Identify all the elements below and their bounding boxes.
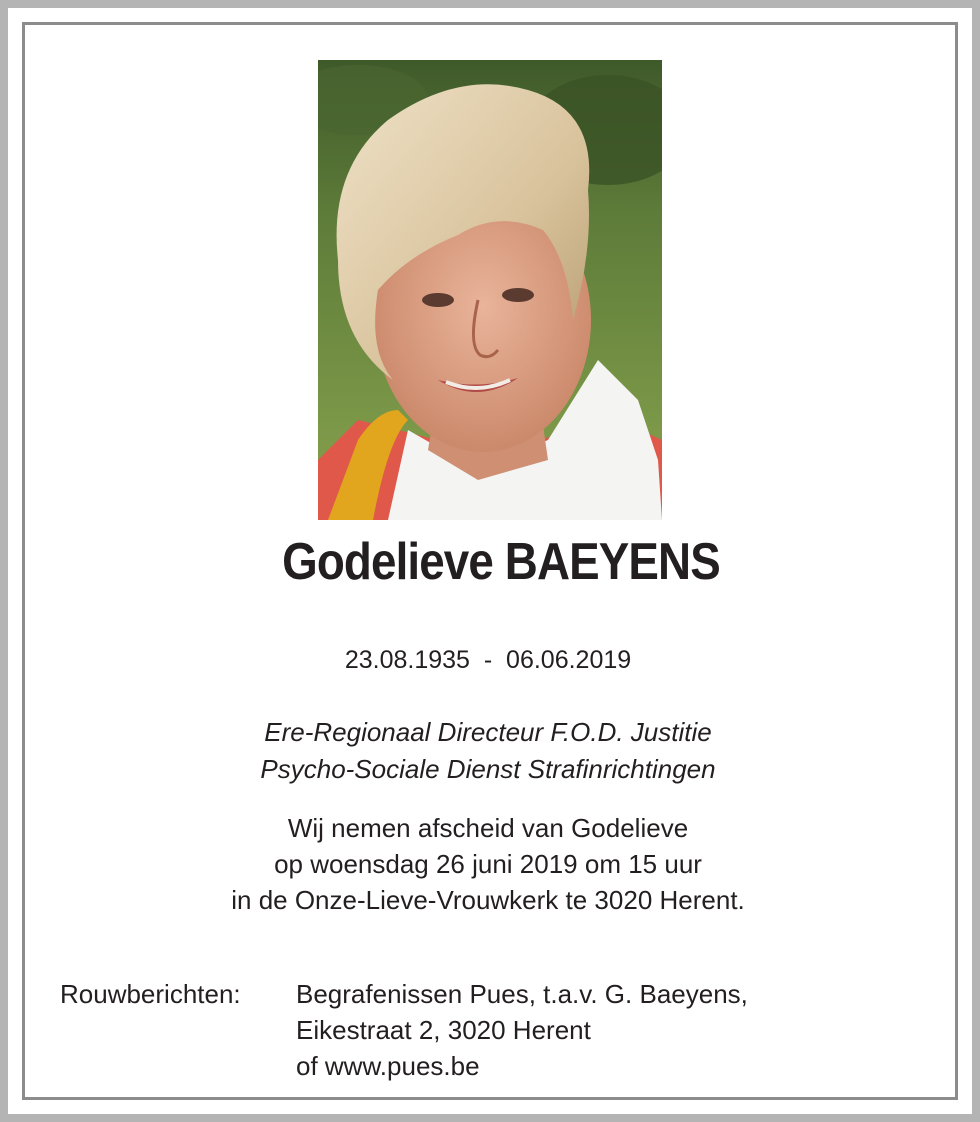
portrait-photo [318, 60, 662, 520]
address-line: Eikestraat 2, 3020 Herent [296, 1015, 591, 1045]
farewell-line: Wij nemen afscheid van Godelieve [287, 813, 689, 843]
farewell-line: in de Onze-Lieve-Vrouwkerk te 3020 Herent. [231, 885, 745, 915]
title-line: Psycho-Sociale Dienst Strafinrichtingen [260, 754, 716, 784]
life-dates: 23.08.1935 - 06.06.2019 [344, 646, 632, 674]
farewell-line: op woensdag 26 juni 2019 om 15 uur [274, 849, 702, 879]
address-line: Begrafenissen Pues, t.a.v. G. Baeyens, [296, 979, 748, 1009]
title-line: Ere-Regionaal Directeur F.O.D. Justitie [264, 717, 712, 747]
farewell-announcement [0, 810, 976, 918]
professional-titles [0, 714, 976, 788]
condolences-label: Rouwberichten: [60, 979, 241, 1009]
deceased-name: Godelieve BAEYENS [282, 533, 720, 591]
condolences-address [296, 976, 748, 1084]
website-link[interactable]: of www.pues.be [296, 1051, 480, 1081]
